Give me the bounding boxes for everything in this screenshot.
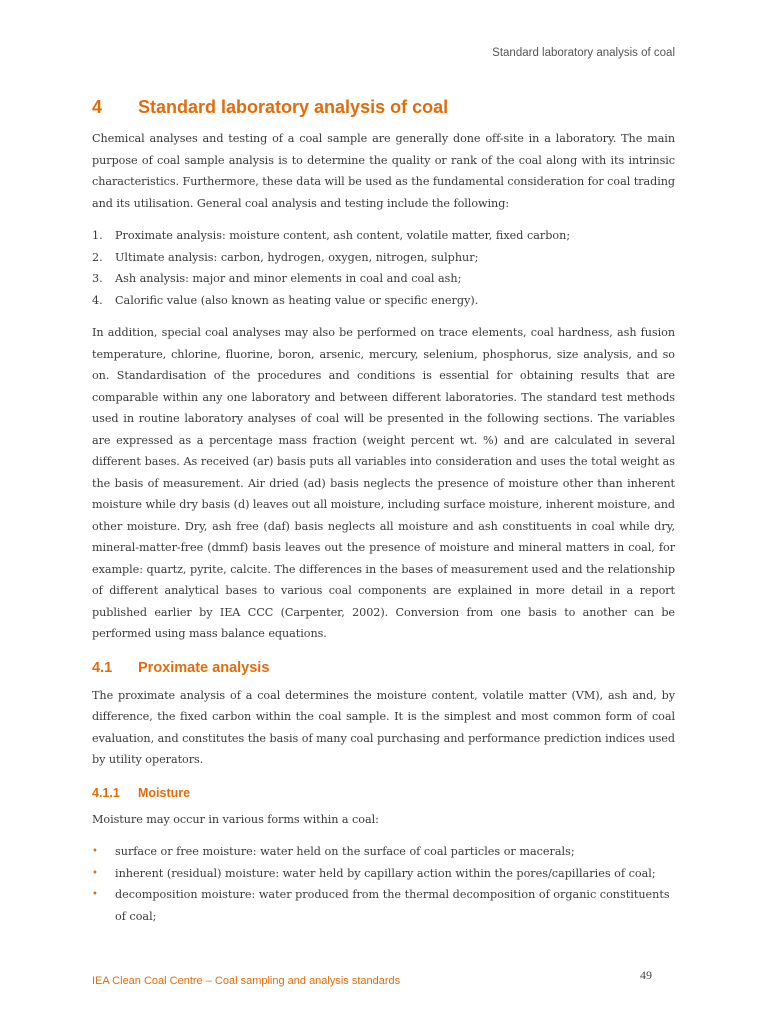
section-title: Standard laboratory analysis of coal — [138, 97, 449, 117]
list-item-text: Ash analysis: major and minor elements in coal and coal ash; — [115, 272, 462, 285]
running-header: Standard laboratory analysis of coal — [492, 47, 675, 59]
bullet-text: inherent (residual) moisture: water held by capillary action within the pores/capillaries of coal; — [115, 866, 656, 880]
section-heading — [92, 96, 675, 118]
list-item-text: Ultimate analysis: carbon, hydrogen, oxygen, nitrogen, sulphur; — [115, 250, 479, 264]
section-number: 4 — [92, 97, 103, 117]
list-marker: 1. — [92, 229, 103, 242]
subsubsection-heading — [92, 785, 675, 801]
bullet-marker: • — [92, 846, 98, 857]
intro-paragraph: Chemical analyses and testing of a coal sample are generally done off-site in a laboratory. The main purpose of coal sample analysis is to determine the quality or rank of the coal along with its intrinsic characteristics. Furthermore, these data will be used as the fundamental consideration for coal trading and its utilisation. General coal analysis and testing include the following: — [92, 132, 676, 210]
proximate-paragraph: The proximate analysis of a coal determines the moisture content, volatile matter (VM), ash and, by difference, the fixed carbon within the coal sample. It is the simplest and most common form of coal evaluation, and constitutes the basis of many coal purchasing and performance prediction indices used by utility operators. — [92, 688, 675, 766]
footer-title: IEA Clean Coal Centre – Coal sampling and analysis standards — [92, 975, 401, 987]
subsection-heading — [92, 659, 675, 677]
list-item — [92, 290, 675, 312]
list-item — [92, 247, 675, 269]
bases-paragraph: In addition, special coal analyses may also be performed on trace elements, coal hardness, ash fusion temperature, chlorine, fluorine, boron, arsenic, mercury, selenium, phosphorus, size analysis, and so on. Standardisation of the procedures and conditions is essential for obtaining results that are comparable within any one laboratory and between different laboratories. The standard test methods used in routine laboratory analyses of coal will be presented in the following sections. The variables are expressed as a percentage mass fraction (weight percent wt. %) and are calculated in several different bases. As received (ar) basis puts all variables into consideration and uses the total weight as the basis of measurement. Air dried (ad) basis neglects the presence of moisture other than inherent moisture while dry basis (d) leaves out all moisture, including surface moisture, inherent moisture, and other moisture. Dry, ash free (daf) basis neglects all moisture and ash constituents in coal while dry, mineral-matter-free (dmmf) basis leaves out the presence of moisture and mineral matters in coal, for example: quartz, pyrite, calcite. The differences in the bases of measurement used and the relationship of different analytical bases to various coal components are explained in more detail in a report published earlier by IEA CCC (Carpenter, 2002). Conversion from one basis to another can be performed using mass balance equations. — [92, 326, 675, 640]
list-marker: 3. — [92, 272, 103, 285]
list-item-text: Proximate analysis: moisture content, ash content, volatile matter, fixed carbon; — [115, 229, 571, 242]
page-content — [92, 96, 675, 938]
subsubsection-number: 4.1.1 — [92, 785, 120, 800]
bullet-item — [92, 841, 675, 863]
bullet-item — [92, 884, 675, 927]
subsubsection-title: Moisture — [138, 785, 191, 800]
bullet-item — [92, 863, 675, 885]
moisture-bullet-list — [92, 841, 675, 927]
bullet-marker: • — [92, 889, 98, 900]
bullet-text: decomposition moisture: water produced from the thermal decomposition of organic constituents of coal; — [115, 888, 670, 923]
analysis-list — [92, 225, 675, 311]
moisture-paragraph: Moisture may occur in various forms within a coal: — [92, 812, 379, 826]
list-item — [92, 225, 675, 247]
subsection-number: 4.1 — [92, 659, 113, 676]
list-item — [92, 268, 675, 290]
bullet-marker: • — [92, 867, 98, 879]
subsection-title: Proximate analysis — [138, 659, 270, 676]
bullet-text: surface or free moisture: water held on the surface of coal particles or macerals; — [115, 845, 575, 858]
list-item-text: Calorific value (also known as heating value or specific energy). — [115, 293, 479, 307]
list-marker: 2. — [92, 250, 103, 264]
page-number: 49 — [640, 968, 652, 982]
list-marker: 4. — [92, 293, 103, 307]
